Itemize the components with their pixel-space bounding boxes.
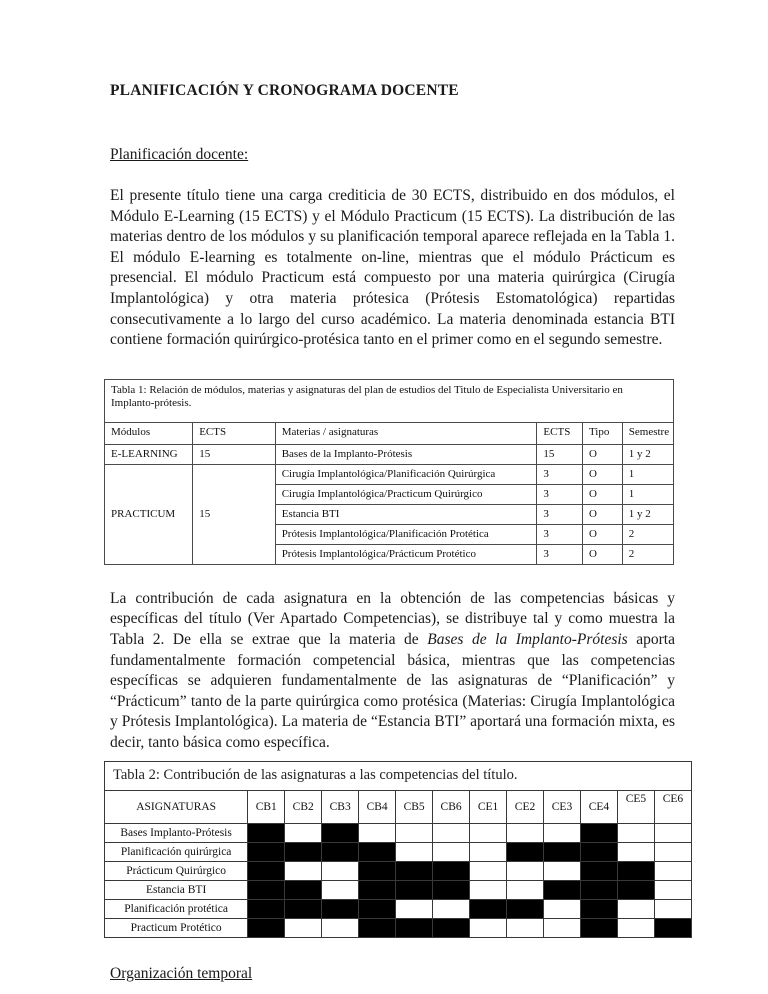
competency-cell-cb1 [248,918,285,937]
semestre-cell: 1 y 2 [622,444,673,464]
competency-cell-cb3 [322,842,359,861]
semestre-cell: 2 [622,544,673,564]
competency-cell-ce1 [470,842,507,861]
asignatura-label: Planificación quirúrgica [105,842,248,861]
competency-cell-cb1 [248,823,285,842]
modulo-ects-cell: 15 [193,464,276,564]
competency-cell-ce5 [617,842,654,861]
ects-cell: 3 [537,504,583,524]
ects-cell: 3 [537,484,583,504]
asignatura-label: Estancia BTI [105,880,248,899]
competency-cell-cb5 [396,880,433,899]
materia-cell: Prótesis Implantológica/Planificación Protética [275,524,537,544]
table2-header-ce1: CE1 [470,790,507,823]
competency-cell-ce6 [654,861,691,880]
competency-cell-ce5 [617,880,654,899]
semestre-cell: 2 [622,524,673,544]
competency-cell-cb6 [433,823,470,842]
asignatura-label: Practicum Protético [105,918,248,937]
table1-row [105,444,674,464]
materia-cell: Prótesis Implantológica/Prácticum Protético [275,544,537,564]
competency-cell-ce4 [580,880,617,899]
semestre-cell: 1 y 2 [622,504,673,524]
table1-container [104,379,675,565]
table1-header-tipo: Tipo [582,422,622,444]
table2-row [105,823,692,842]
competency-cell-ce3 [544,842,581,861]
competency-cell-cb6 [433,842,470,861]
document-title: PLANIFICACIÓN Y CRONOGRAMA DOCENTE [110,82,459,99]
table2-header-cb5: CB5 [396,790,433,823]
table2-header-ce5: CE5 [617,790,654,823]
tipo-cell: O [582,484,622,504]
ects-cell: 15 [537,444,583,464]
competency-cell-cb4 [359,861,396,880]
competency-cell-cb4 [359,823,396,842]
table1-header-modulos: Módulos [105,422,193,444]
competency-cell-ce3 [544,918,581,937]
table2-header-cb2: CB2 [285,790,322,823]
competency-cell-cb3 [322,861,359,880]
tipo-cell: O [582,444,622,464]
table2-competencias [104,761,692,938]
section-heading-planificacion-docente: Planificación docente: [110,146,249,163]
tipo-cell: O [582,544,622,564]
materia-cell: Cirugía Implantológica/Practicum Quirúrgico [275,484,537,504]
table1-row [105,464,674,484]
competency-cell-ce2 [507,823,544,842]
paragraph-competencias-part2: aporta fundamentalmente formación competencial básica, mientras que las competencias específicas se adquieren fundamentalmente de las asignaturas de “Planificación” y “Prácticum” tanto de la parte quirúrgica como protésica (Materias: Cirugía Implantológica y Prótesis Implantológica). La materia de “Estancia BTI” aportará una formación mixta, es decir, tanto básica como específica. [110,630,675,751]
competency-cell-ce5 [617,918,654,937]
competency-cell-cb5 [396,918,433,937]
modulo-ects-cell: 15 [193,444,276,464]
competency-cell-ce3 [544,899,581,918]
competency-cell-cb1 [248,899,285,918]
competency-cell-ce5 [617,861,654,880]
table2-header-asignaturas: ASIGNATURAS [105,790,248,823]
competency-cell-ce2 [507,899,544,918]
ects-cell: 3 [537,464,583,484]
table2-caption-row [105,761,692,790]
competency-cell-cb3 [322,918,359,937]
competency-cell-cb5 [396,823,433,842]
competency-cell-ce3 [544,880,581,899]
competency-cell-cb6 [433,880,470,899]
asignatura-label: Bases Implanto-Prótesis [105,823,248,842]
competency-cell-ce4 [580,918,617,937]
table2-header-ce3: CE3 [544,790,581,823]
table2-header-cb1: CB1 [248,790,285,823]
competency-cell-cb5 [396,842,433,861]
table2-header-cb6: CB6 [433,790,470,823]
competency-cell-ce4 [580,842,617,861]
table2-row [105,842,692,861]
table2-header-ce6: CE6 [654,790,691,823]
competency-cell-cb2 [285,899,322,918]
materia-cell: Estancia BTI [275,504,537,524]
competency-cell-cb3 [322,823,359,842]
competency-cell-ce6 [654,899,691,918]
competency-cell-ce3 [544,861,581,880]
table1-caption: Tabla 1: Relación de módulos, materias y asignaturas del plan de estudios del Titulo de Especialista Universitario en Implanto-prótesis. [105,379,674,422]
competency-cell-ce6 [654,918,691,937]
table2-body [105,823,692,937]
competency-cell-ce2 [507,842,544,861]
competency-cell-cb6 [433,861,470,880]
paragraph-competencias [110,589,675,754]
paragraph-competencias-italic: Bases de la Implanto-Prótesis [427,630,628,648]
competency-cell-ce1 [470,861,507,880]
section-heading-organizacion-temporal: Organización temporal [110,964,253,982]
table2-header-cb4: CB4 [359,790,396,823]
competency-cell-ce1 [470,823,507,842]
tipo-cell: O [582,504,622,524]
ects-cell: 3 [537,524,583,544]
competency-cell-cb2 [285,823,322,842]
competency-cell-ce6 [654,823,691,842]
competency-cell-ce2 [507,880,544,899]
competency-cell-ce2 [507,861,544,880]
competency-cell-cb1 [248,842,285,861]
semestre-cell: 1 [622,464,673,484]
table1-header-row [105,422,674,444]
table1-body [105,444,674,564]
modulo-cell: E-LEARNING [105,444,193,464]
semestre-cell: 1 [622,484,673,504]
competency-cell-cb4 [359,880,396,899]
table1-header-ects: ECTS [193,422,276,444]
competency-cell-cb4 [359,899,396,918]
table2-row [105,880,692,899]
table2-header-ce2: CE2 [507,790,544,823]
asignatura-label: Planificación protética [105,899,248,918]
table2-row [105,899,692,918]
competency-cell-ce1 [470,918,507,937]
competency-cell-cb2 [285,861,322,880]
competency-cell-cb2 [285,842,322,861]
competency-cell-cb1 [248,861,285,880]
competency-cell-cb5 [396,861,433,880]
competency-cell-ce6 [654,880,691,899]
tipo-cell: O [582,464,622,484]
tipo-cell: O [582,524,622,544]
competency-cell-ce6 [654,842,691,861]
table1-modulos-materias [104,379,674,565]
table2-header-row [105,790,692,823]
competency-cell-ce4 [580,899,617,918]
materia-cell: Cirugía Implantológica/Planificación Quirúrgica [275,464,537,484]
ects-cell: 3 [537,544,583,564]
competency-cell-cb4 [359,918,396,937]
competency-cell-cb2 [285,880,322,899]
materia-cell: Bases de la Implanto-Prótesis [275,444,537,464]
table2-row [105,918,692,937]
competency-cell-ce3 [544,823,581,842]
table1-header-ects2: ECTS [537,422,583,444]
competency-cell-ce5 [617,823,654,842]
competency-cell-cb3 [322,880,359,899]
competency-cell-cb6 [433,899,470,918]
competency-cell-cb2 [285,918,322,937]
table2-header-ce4: CE4 [580,790,617,823]
competency-cell-ce4 [580,823,617,842]
table1-header-semestre: Semestre [622,422,673,444]
competency-cell-cb1 [248,880,285,899]
competency-cell-ce1 [470,880,507,899]
modulo-cell: PRACTICUM [105,464,193,564]
competency-cell-ce1 [470,899,507,918]
table1-caption-row [105,379,674,422]
competency-cell-ce2 [507,918,544,937]
competency-cell-ce5 [617,899,654,918]
competency-cell-cb6 [433,918,470,937]
table2-caption: Tabla 2: Contribución de las asignaturas a las competencias del título. [105,761,692,790]
table2-container [104,761,684,938]
paragraph-intro: El presente título tiene una carga crediticia de 30 ECTS, distribuido en dos módulos, el Módulo E-Learning (15 ECTS) y el Módulo Practicum (15 ECTS). La distribución de las materias dentro de los módulos y su planificación temporal aparece reflejada en la Tabla 1. El módulo E-learning es totalmente on-line, mientras que el módulo Prácticum es presencial. El módulo Practicum está compuesto por una materia quirúrgica (Cirugía Implantológica) y otra materia prótesica (Prótesis Estomatológica) repartidas consecutivamente a lo largo del curso académico. La materia denominada estancia BTI contiene formación quirúrgico-protésica tanto en el primer como en el segundo semestre. [110,187,675,349]
competency-cell-cb3 [322,899,359,918]
competency-cell-ce4 [580,861,617,880]
paragraph-competencias-part1: La contribución de cada asignatura en la obtención de las competencias básicas y específicas del título (Ver Apartado Competencias), se distribuye tal y como muestra la Tabla 2. De ella se extrae que la materia de [110,589,675,648]
asignatura-label: Prácticum Quirúrgico [105,861,248,880]
competency-cell-cb4 [359,842,396,861]
competency-cell-cb5 [396,899,433,918]
table2-row [105,861,692,880]
table2-header-cb3: CB3 [322,790,359,823]
table1-header-materias: Materias / asignaturas [275,422,537,444]
